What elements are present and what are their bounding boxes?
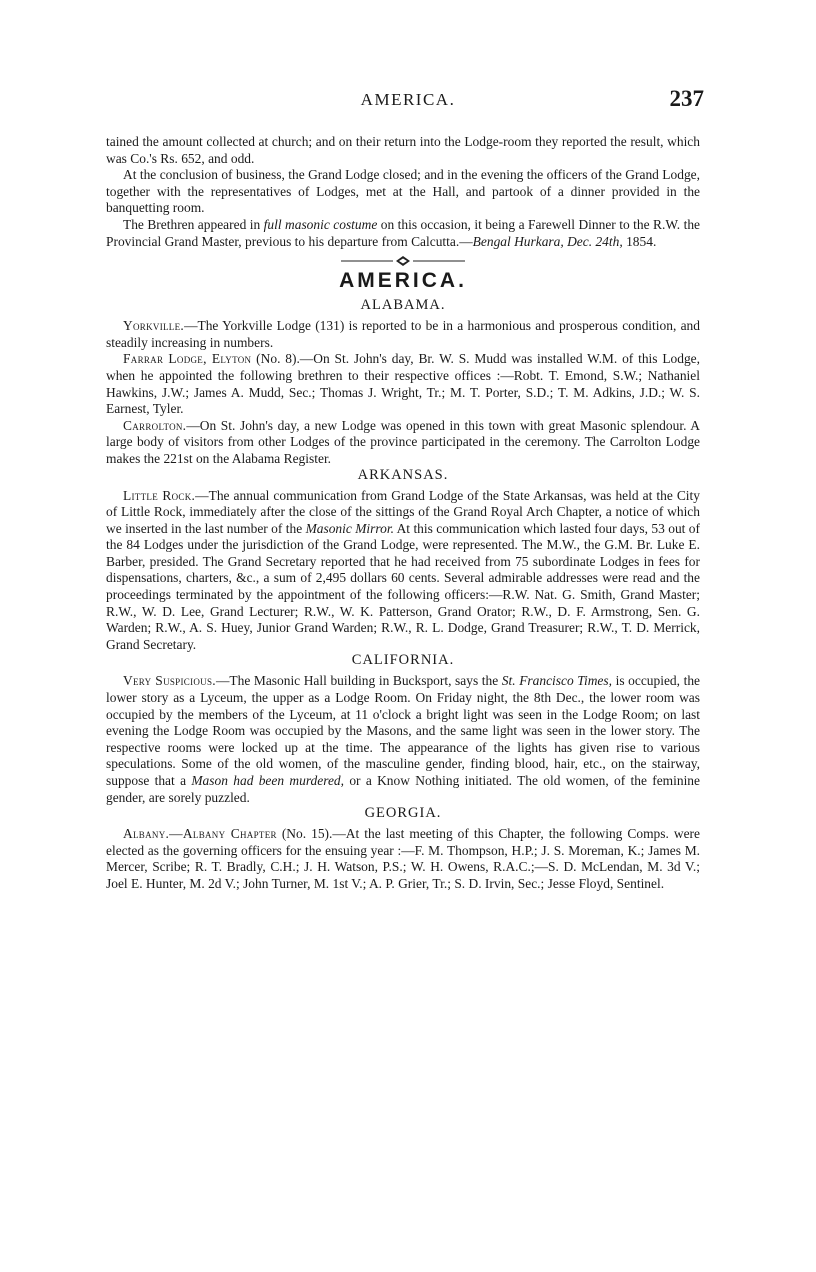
alabama-farrar-lead: Farrar Lodge, Elyton	[123, 351, 252, 367]
article-body	[106, 134, 700, 893]
intro-paragraph-3	[106, 217, 700, 250]
section-divider-ornament-icon	[341, 255, 465, 267]
arkansas-text-a: —The annual communication from Grand Lodge of the State Arkansas, was held at the City of Little Rock, immediately after the close of the sittings of the Grand Royal Arch Chapter, a notice of which we inserted in the last number of the	[106, 487, 700, 536]
intro-year: 1854.	[622, 233, 657, 249]
state-heading-california: CALIFORNIA.	[351, 652, 455, 669]
california-emphasis-1: St. Francisco Times,	[501, 673, 612, 689]
intro-text-1: tained the amount collected at church; and on their return into the Lodge-room they reported the result, which was Co.'s Rs. 652, and odd.	[106, 134, 700, 166]
alabama-farrar-text: (No. 8).—On St. John's day, Br. W. S. Mudd was installed W.M. of this Lodge, when he appointed the following brethren to their respective offices :—Robt. T. Emond, S.W.; Nathaniel Hawkins, J.W.; James A. Mudd, Sec.; Thomas J. Wright, Tr.; M. T. Porter, S.D.; T. M. Adkins, J.D.; W. S. Earnest, Tyler.	[106, 351, 701, 417]
intro-text-2: At the conclusion of business, the Grand Lodge closed; and in the evening the officers of the Grand Lodge, together with the representatives of Lodges, met at the Hall, and partook of a dinner provided in the banquetting room.	[106, 167, 700, 216]
california-text-a: —The Masonic Hall building in Bucksport, says the	[215, 673, 502, 689]
running-head	[0, 88, 816, 114]
intro-paragraph-2	[106, 167, 700, 217]
alabama-yorkville-paragraph	[106, 318, 700, 351]
california-lead: Very Suspicious.	[123, 673, 216, 689]
alabama-carrolton-paragraph	[106, 418, 700, 468]
state-heading-arkansas: ARKANSAS.	[357, 466, 449, 483]
alabama-carrolton-lead: Carrolton.	[123, 417, 187, 433]
alabama-carrolton-text: —On St. John's day, a new Lodge was opened in this town with great Masonic splendour. A large body of visitors from other Lodges of the province participated in the ceremony. The Carrolton Lodge makes the 221st on the Alabama Register.	[106, 417, 700, 466]
georgia-text: (No. 15).—At the last meeting of this Chapter, the following Comps. were elected as the governing officers for the ensuing year :—F. M. Thompson, H.P.; J. S. Moreman, K.; James M. Mercer, Scribe; R. T. Bradly, C.H.; J. H. Watson, P.S.; W. H. Owens, R.A.C.;—S. D. McLendan, M. 3d V.; Joel E. Hunter, M. 2d V.; John Turner, M. 1st V.; A. P. Grier, Tr.; S. D. Irvin, Sec.; Jesse Floyd, Sentinel.	[106, 826, 700, 891]
arkansas-lead: Little Rock.	[123, 487, 196, 503]
section-title: AMERICA.	[339, 269, 467, 293]
arkansas-little-rock-paragraph	[106, 488, 700, 654]
intro-text-3b: on this occasion, it being a Farewell Dinner to the R.W. the Provincial Grand Master, previous to his departure from Calcutta.—	[106, 216, 700, 249]
alabama-yorkville-text: —The Yorkville Lodge (131) is reported to be in a harmonious and prosperous condition, and steadily increasing in numbers.	[106, 318, 700, 350]
california-text-c: or a Know Nothing initiated. The old women, of the feminine gender, are sorely puzzled.	[106, 773, 700, 805]
state-heading-alabama: ALABAMA.	[360, 297, 446, 314]
california-emphasis-2: Mason had been murdered,	[191, 773, 345, 788]
alabama-yorkville-lead: Yorkville.	[123, 318, 185, 334]
georgia-lead: Albany.—Albany Chapter	[123, 826, 277, 842]
state-heading-georgia: GEORGIA.	[364, 805, 442, 822]
california-paragraph	[106, 673, 700, 806]
page-number: 237	[669, 86, 704, 111]
intro-paragraph-1	[106, 134, 700, 167]
running-title: AMERICA.	[360, 90, 456, 109]
intro-source: Bengal Hurkara, Dec. 24th,	[472, 233, 623, 249]
arkansas-emphasis: Masonic Mirror.	[305, 520, 394, 536]
georgia-paragraph	[106, 826, 700, 892]
intro-emphasis: full masonic costume	[263, 216, 378, 232]
arkansas-text-b: At this communication which lasted four days, 53 out of the 84 Lodges under the jurisdiction of the Grand Lodge, were represented. The M.W., the G.M. Br. Luke E. Barber, presided. The Grand Secretary reported that he had received from 75 subordinate Lodges in fees for dispensations, charters, &c., a sum of 2,495 dollars 60 cents. Several admirable addresses were read and the proceedings terminated by the appointment of the following officers:—R.W. Nat. G. Smith, Grand Master; R.W., W. D. Lee, Grand Lecturer; R.W., W. K. Patterson, Grand Orator; R.W., D. F. Armstrong, Sen. G. Warden; R.W., A. S. Huey, Junior Grand Warden; R.W., R. L. Dodge, Grand Treasurer; R.W., T. D. Merrick, Grand Secretary.	[106, 520, 700, 652]
california-text-b: is occupied, the lower story as a Lyceum, the upper as a Lodge Room. On Friday night, the 8th Dec., the lower room was occupied by the members of the Lyceum, at 11 o'clock a bright light was seen in the Lodge Room; on last evening the Lodge Room was occupied by the Masons, and the same light was seen in the lower story. The respective rooms were locked up at the time. The appearance of the lights has given rise to various speculations. Some of the old women, of the masculine gender, finding blood, hair, etc., on the stairway, suppose that a	[106, 673, 700, 788]
intro-text-3a: The Brethren appeared in	[123, 216, 264, 232]
alabama-farrar-paragraph	[106, 351, 700, 417]
